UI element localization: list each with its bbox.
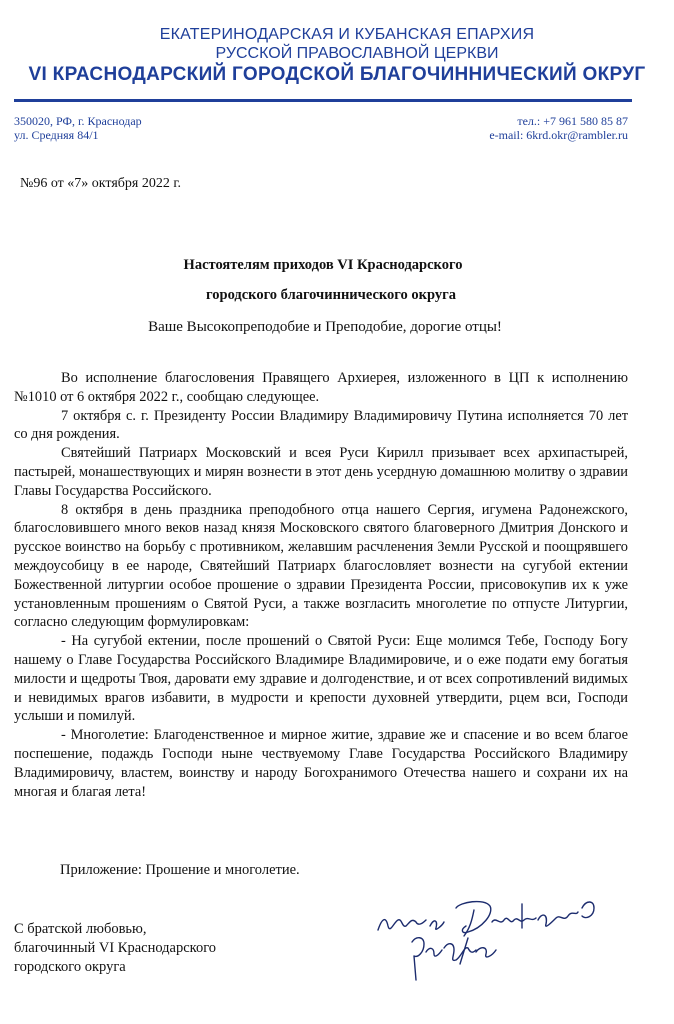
letterhead	[0, 26, 674, 86]
postal-address	[14, 114, 142, 142]
paragraph: - На сугубой ектении, после прошений о Святой Руси: Еще молимся Тебе, Господу Богу нашему о Главе Государства Российского Владимире Владимировиче, и о еже подати ему богатыя милости и щедроты Твоя, даровати ему здравие и долгоденствие, и от всех сопротивлений видимых и невидимых врагов избавити, в мудрости и крепости духовней утвердити, рцем вси, Господи услыши и помилуй.	[14, 633, 628, 725]
closing-block	[14, 920, 216, 977]
email-address: e-mail: 6krd.okr@rambler.ru	[489, 128, 628, 142]
paragraph: - Многолетие: Благоденственное и мирное житие, здравие же и спасение и во всем благое поспешение, подаждь Господи ныне чествуемому Главе Государства Российского Владимиру Владимировичу, властем, воинству и народу Богохранимого Отечества нашего и сохрани их на многая и благая лета!	[14, 727, 628, 800]
addressee-line-1: Настоятелям приходов VI Краснодарского	[183, 257, 463, 273]
paragraph: 8 октября в день праздника преподобного отца нашего Сергия, игумена Радонежского, благословившего много веков назад князя Московского святого благоверного Дмитрия Донского и русское воинство на борьбу с противником, желавшим расчленения Земли Русской и поощрявшего междоусобицу в ее народе, Святейший Патриарх благословляет вознести на сугубой ектении Божественной литургии особое прошение о здравии Президента России, присовокупив их к уже установленным прошениям о Святой Руси, а также возгласить многолетие по отпусте Литургии, согласно следующим формулировкам:	[14, 501, 628, 631]
header-rule	[14, 99, 632, 102]
paragraph: 7 октября с. г. Президенту России Владимиру Владимировичу Путина исполняется 70 лет со дня рождения.	[14, 407, 628, 443]
address-line-2: ул. Средняя 84/1	[14, 128, 99, 142]
attachment-note: Приложение: Прошение и многолетие.	[60, 862, 300, 878]
district-name: VI КРАСНОДАРСКИЙ ГОРОДСКОЙ БЛАГОЧИННИЧЕСКИЙ ОКРУГ	[28, 64, 646, 85]
handwritten-signature	[372, 886, 608, 986]
paragraph: Святейший Патриарх Московский и всея Руси Кирилл призывает всех архипастырей, пастырей, монашествующих и мирян вознести в этот день усердную домашнюю молитву о здравии Главы Государства Российского.	[14, 445, 628, 499]
closing-line-2: благочинный VI Краснодарского	[14, 940, 217, 956]
diocese-name: ЕКАТЕРИНОДАРСКАЯ И КУБАНСКАЯ ЕПАРХИЯ	[159, 26, 535, 43]
document-number: №96 от «7» октября 2022 г.	[20, 176, 182, 191]
contacts	[489, 114, 628, 142]
phone-number: тел.: +7 961 580 85 87	[517, 114, 628, 128]
addressee-line-2: городского благочиннического округа	[206, 287, 456, 303]
letter-body	[14, 369, 628, 801]
paragraph: Во исполнение благословения Правящего Архиерея, изложенного в ЦП к исполнению №1010 от 6 октября 2022 г., сообщаю следующее.	[14, 370, 628, 405]
address-line-1: 350020, РФ, г. Краснодар	[14, 114, 142, 128]
closing-line-1: С братской любовью,	[14, 921, 147, 937]
closing-line-3: городского округа	[14, 959, 126, 975]
greeting: Ваше Высокопреподобие и Преподобие, дорогие отцы!	[148, 319, 502, 335]
church-name: РУССКОЙ ПРАВОСЛАВНОЙ ЦЕРКВИ	[215, 45, 499, 62]
